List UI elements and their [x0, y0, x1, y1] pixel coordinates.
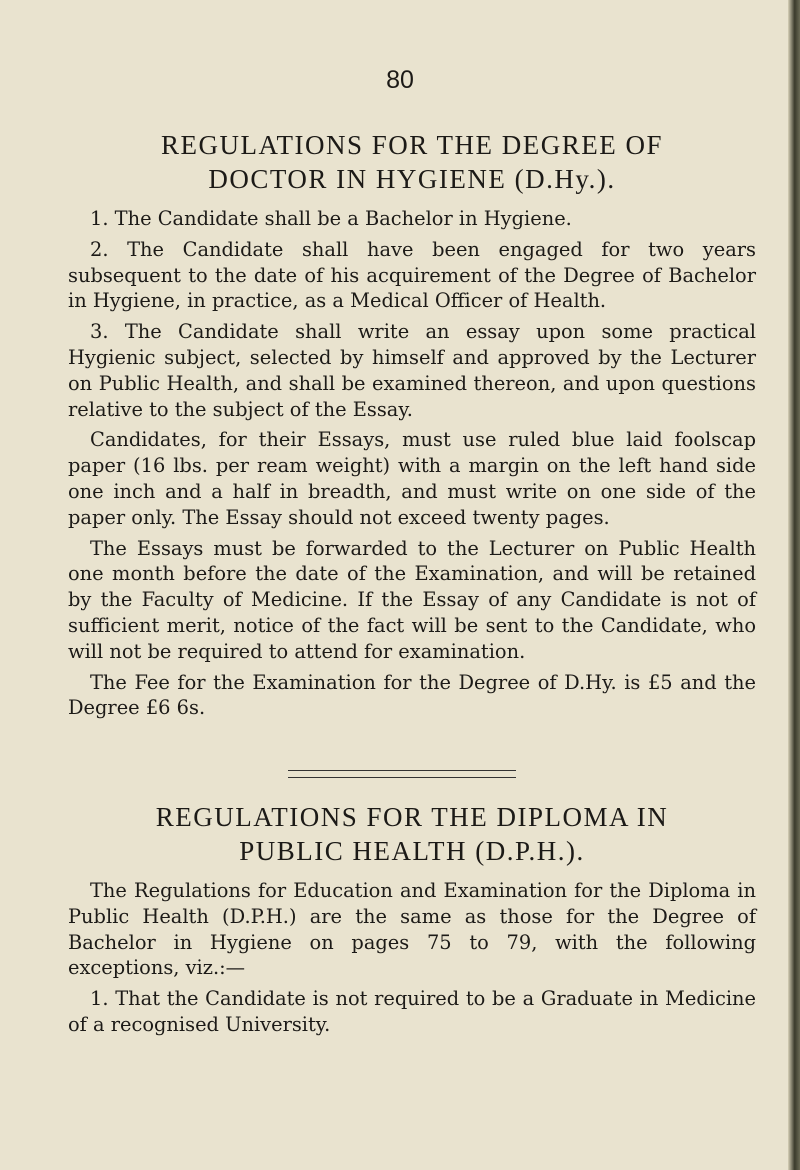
section-heading [68, 800, 756, 868]
section-divider [288, 770, 516, 778]
regulation-paragraph: 2. The Candidate shall have been engaged for two years subsequent to the date of his acquirement of the Degree of Bachelor in Hygiene, in practice, as a Medical Officer of Health. [68, 237, 756, 313]
section-dph-regulations [68, 800, 756, 1038]
heading-line: REGULATIONS FOR THE DEGREE OF [160, 130, 663, 160]
page-edge [788, 0, 800, 1170]
heading-line: DOCTOR IN HYGIENE (D.Hy.). [208, 164, 616, 194]
regulation-paragraph: The Fee for the Examination for the Degree of D.Hy. is £5 and the Degree £6 6s. [68, 670, 756, 720]
regulation-paragraph: The Regulations for Education and Examination for the Diploma in Public Health (D.P.H.) are the same as those for the Degree of Bachelor in Hygiene on pages 75 to 79, with the following exceptions, viz.:— [68, 879, 756, 980]
regulation-paragraph: The Essays must be forwarded to the Lecturer on Public Health one month before the date of the Examination, and will be retained by the Faculty of Medicine. If the Essay of any Candidate is not of sufficient merit, notice of the fact will be sent to the Candidate, who will not be required to attend for examination. [68, 536, 756, 663]
regulation-paragraph: 1. That the Candidate is not required to be a Graduate in Medicine of a recognised University. [68, 987, 756, 1036]
heading-line: REGULATIONS FOR THE DIPLOMA IN [155, 802, 669, 832]
section-dhy-regulations [68, 128, 756, 721]
regulation-paragraph: 3. The Candidate shall write an essay upon some practical Hygienic subject, selected by himself and approved by the Lecturer on Public Health, and shall be examined thereon, and upon questions relative to the subject of the Essay. [68, 320, 756, 421]
regulation-paragraph: 1. The Candidate shall be a Bachelor in Hygiene. [90, 207, 572, 230]
regulation-paragraph: Candidates, for their Essays, must use ruled blue laid foolscap paper (16 lbs. per ream weight) with a margin on the left hand side one inch and a half in breadth, and must write on one side of the paper only. The Essay should not exceed twenty pages. [68, 428, 756, 529]
heading-line: PUBLIC HEALTH (D.P.H.). [239, 836, 585, 866]
page-number: 80 [386, 66, 414, 94]
section-heading [68, 128, 756, 196]
